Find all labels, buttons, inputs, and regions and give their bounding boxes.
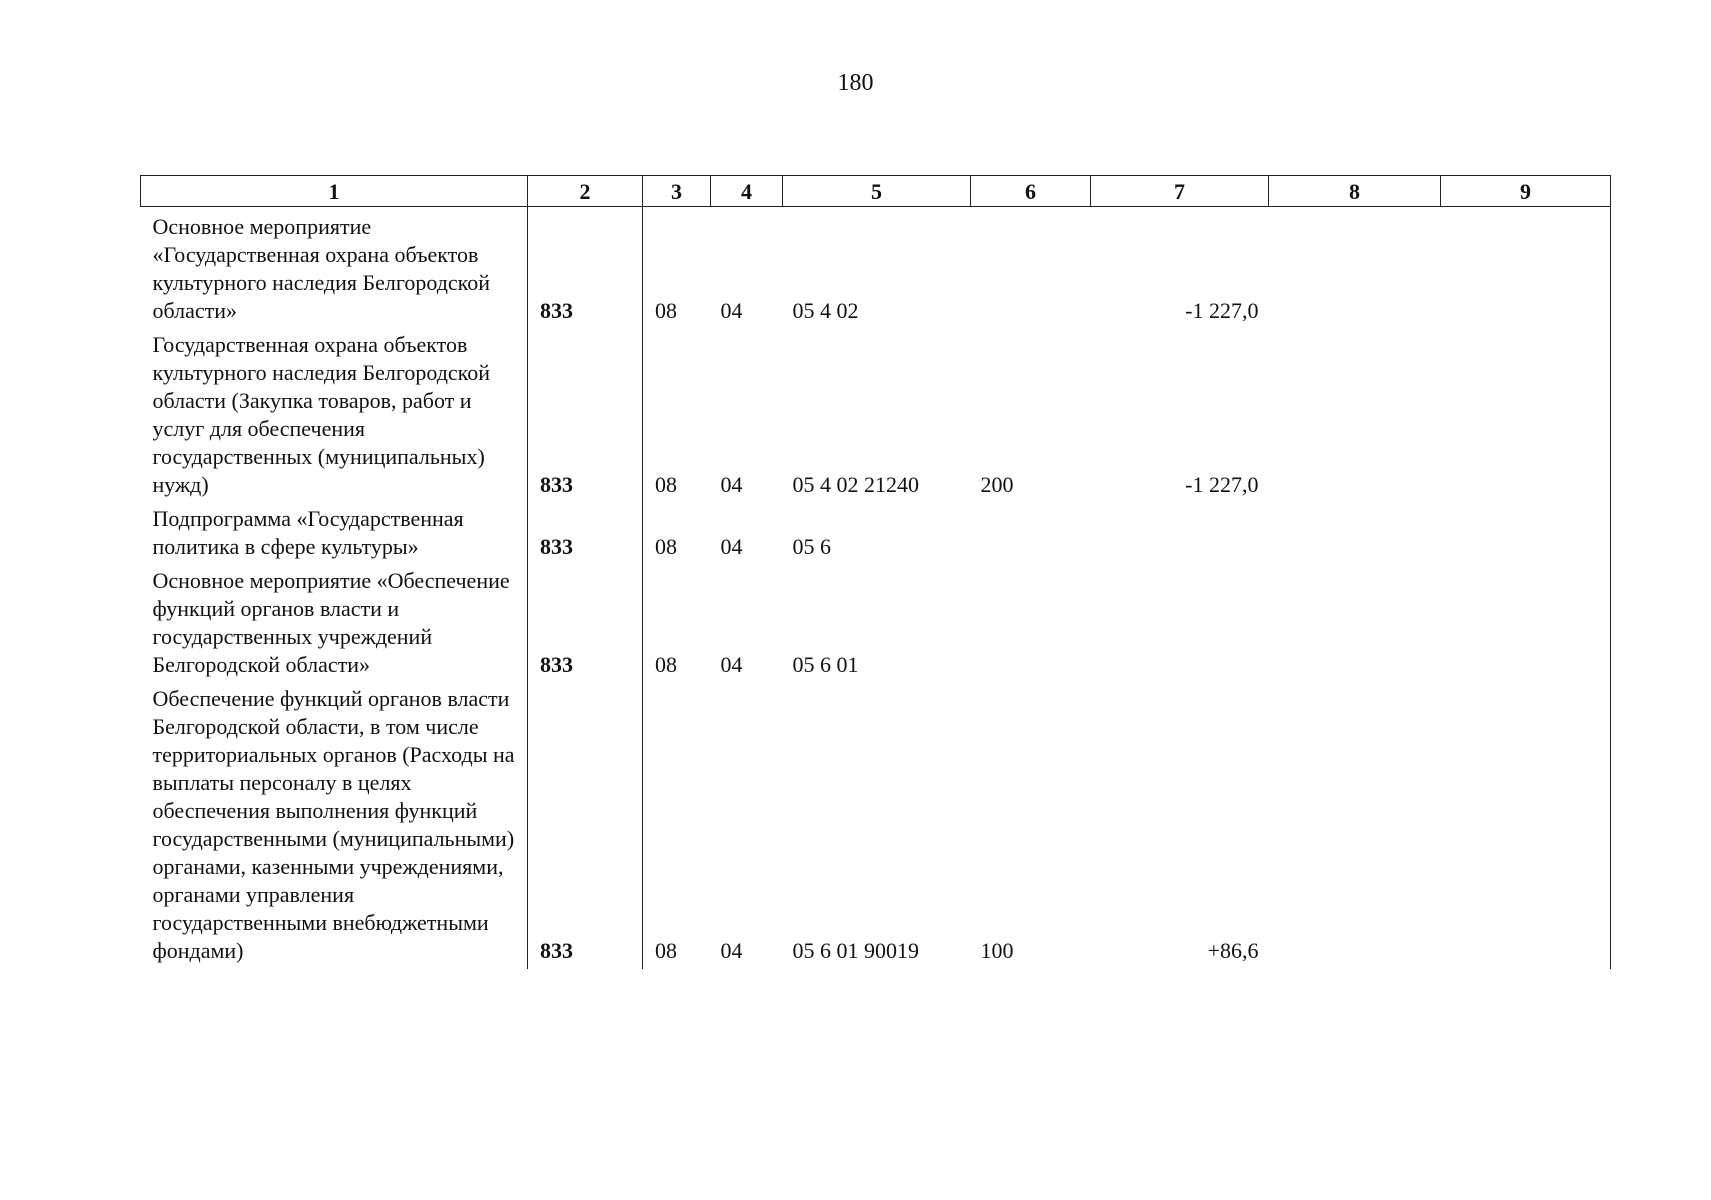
row-code-6 <box>971 499 1091 561</box>
row-name: Обеспечение функций органов власти Белгородской области, в том числе территориальных органов (Расходы на выплаты персоналу в целях обеспечения выполнения функций государственными (муниципальными) органами, казенными учреждениями, органами управления государственными внебюджетными фондами) <box>152 686 515 963</box>
row-amount-8 <box>1269 207 1441 326</box>
row-amount-7: +86,6 <box>1207 938 1259 963</box>
table-row <box>141 499 1611 561</box>
budget-table <box>140 175 1611 969</box>
header-col-7: 7 <box>1091 176 1269 207</box>
row-code-3: 08 <box>643 679 711 969</box>
row-code-2: 833 <box>528 325 643 499</box>
row-code-3: 08 <box>643 499 711 561</box>
row-code-2: 833 <box>528 679 643 969</box>
row-code-4: 04 <box>720 534 743 559</box>
header-col-8: 8 <box>1269 176 1441 207</box>
row-code-5: 05 6 <box>792 534 831 559</box>
row-name: Основное мероприятие «Обеспечение функций органов власти и государственных учреждений Белгородской области» <box>152 568 510 677</box>
row-code-6: 200 <box>980 472 1014 497</box>
row-code-4: 04 <box>720 652 743 677</box>
row-amount-8 <box>1269 561 1441 679</box>
header-col-2: 2 <box>528 176 643 207</box>
row-code-3: 08 <box>643 207 711 326</box>
row-amount-8 <box>1269 679 1441 969</box>
row-amount-7: -1 227,0 <box>1185 472 1259 497</box>
row-amount-9 <box>1441 325 1611 499</box>
row-amount-9 <box>1441 679 1611 969</box>
row-code-5: 05 6 01 90019 <box>792 938 919 963</box>
row-amount-9 <box>1441 499 1611 561</box>
row-code-2: 833 <box>528 499 643 561</box>
row-name: Подпрограмма «Государственная политика в сфере культуры» <box>152 506 464 559</box>
page-number: 180 <box>837 70 874 96</box>
header-col-1: 1 <box>141 176 528 207</box>
table-row <box>141 325 1611 499</box>
header-col-6: 6 <box>971 176 1091 207</box>
row-amount-7: -1 227,0 <box>1185 298 1259 323</box>
row-code-3: 08 <box>643 561 711 679</box>
row-code-5: 05 4 02 <box>792 298 859 323</box>
header-col-4: 4 <box>711 176 783 207</box>
row-name: Государственная охрана объектов культурного наследия Белгородской области (Закупка товаров, работ и услуг для обеспечения государственных (муниципальных) нужд) <box>152 332 491 497</box>
row-code-5: 05 6 01 <box>792 652 859 677</box>
header-col-3: 3 <box>643 176 711 207</box>
row-code-6 <box>971 207 1091 326</box>
row-code-4: 04 <box>720 472 743 497</box>
row-code-6: 100 <box>980 938 1014 963</box>
row-code-2: 833 <box>528 207 643 326</box>
row-code-4: 04 <box>720 298 743 323</box>
table-row <box>141 561 1611 679</box>
row-code-4: 04 <box>720 938 743 963</box>
row-code-6 <box>971 561 1091 679</box>
row-code-3: 08 <box>643 325 711 499</box>
row-amount-8 <box>1269 325 1441 499</box>
row-amount-8 <box>1269 499 1441 561</box>
row-name: Основное мероприятие «Государственная охрана объектов культурного наследия Белгородской области» <box>152 214 491 323</box>
table-row <box>141 207 1611 326</box>
row-code-5: 05 4 02 21240 <box>792 472 919 497</box>
row-amount-7 <box>1091 561 1269 679</box>
row-amount-9 <box>1441 207 1611 326</box>
header-col-9: 9 <box>1441 176 1611 207</box>
header-row <box>141 176 1611 207</box>
row-amount-9 <box>1441 561 1611 679</box>
table-row <box>141 679 1611 969</box>
header-col-5: 5 <box>783 176 971 207</box>
row-amount-7 <box>1091 499 1269 561</box>
row-code-2: 833 <box>528 561 643 679</box>
